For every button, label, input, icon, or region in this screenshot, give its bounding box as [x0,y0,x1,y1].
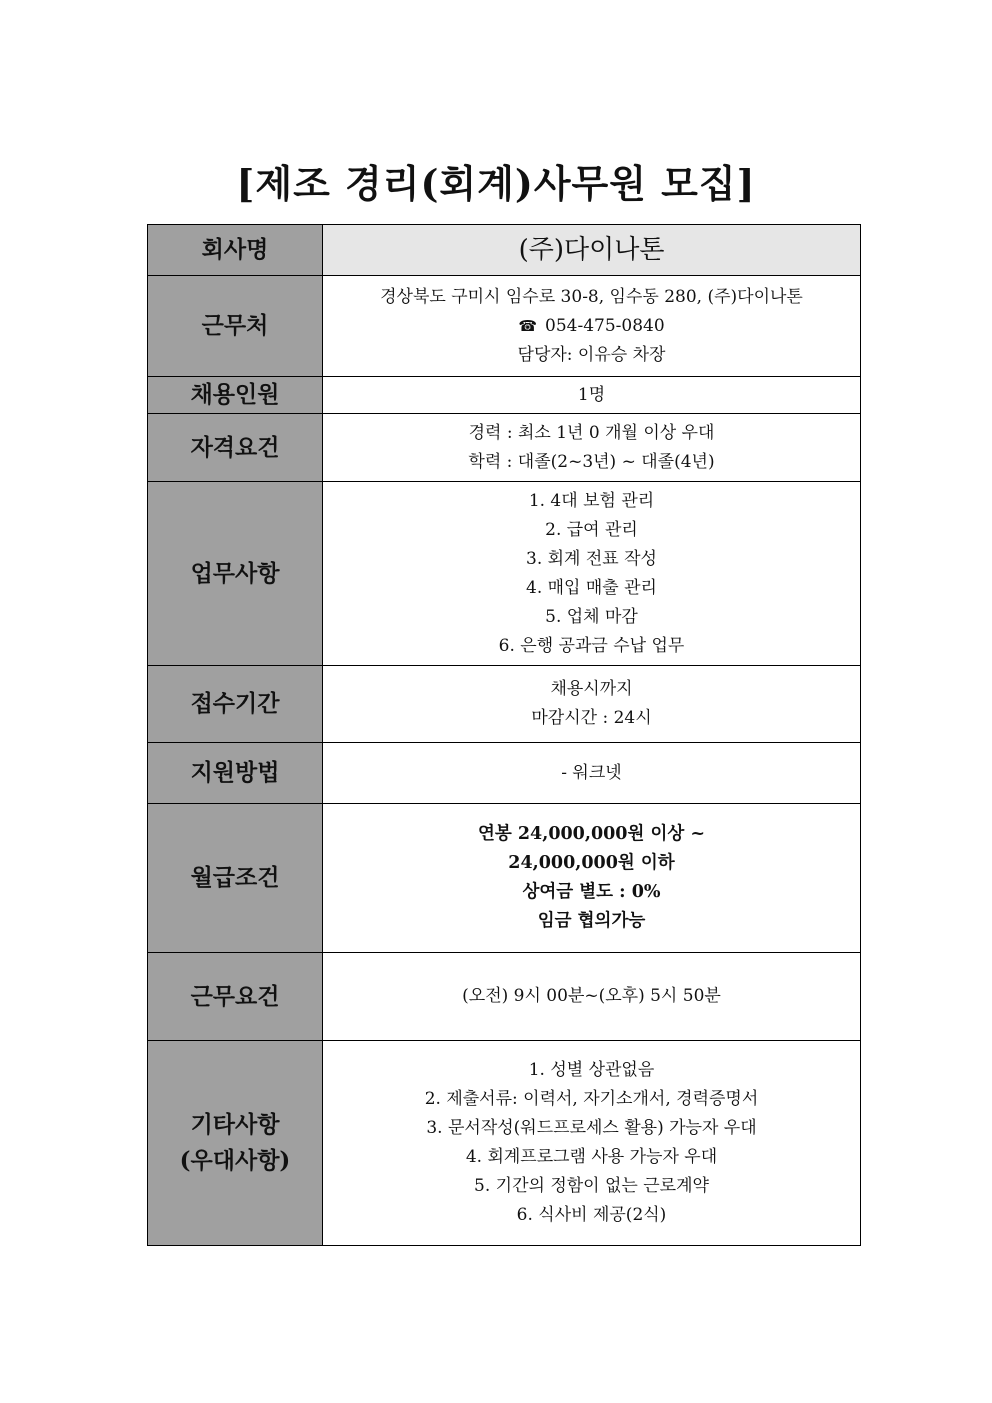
other-item: 6. 식사비 제공(2식) [516,1205,667,1225]
label-other-line1: 기타사항 [190,1111,280,1138]
label-other-line2: (우대사항) [179,1147,291,1174]
row-period [148,666,861,743]
page-title: [제조 경리(회계)사무원 모집] [236,161,756,206]
other-item: 2. 제출서류: 이력서, 자기소개서, 경력증명서 [424,1089,759,1109]
salary-value [323,804,861,953]
salary-line: 상여금 별도 : 0% [522,882,661,902]
label-company: 회사명 [148,225,323,276]
label-method: 지원방법 [148,743,323,804]
other-item: 3. 문서작성(워드프로세스 활용) 가능자 우대 [426,1118,757,1138]
label-salary: 월급조건 [148,804,323,953]
other-list [323,1041,861,1246]
other-item: 4. 회계프로그램 사용 가능자 우대 [465,1147,718,1167]
headcount-value: 1명 [323,377,861,414]
duty-item: 4. 매입 매출 관리 [526,577,657,598]
hours-value: (오전) 9시 00분~(오후) 5시 50분 [323,953,861,1041]
period-deadline: 마감시간 : 24시 [531,708,652,728]
salary-line: 24,000,000원 이하 [508,853,675,873]
salary-line: 임금 협의가능 [537,911,646,931]
row-salary [148,804,861,953]
company-name: (주)다이나톤 [323,225,861,276]
label-other [148,1041,323,1246]
qualification-career: 경력 : 최소 1년 0 개월 이상 우대 [468,422,715,443]
label-period: 접수기간 [148,666,323,743]
row-company [148,225,861,276]
salary-line: 연봉 24,000,000원 이상 ~ [477,824,706,844]
method-value: - 워크넷 [323,743,861,804]
row-qualification [148,414,861,482]
row-other [148,1041,861,1246]
row-method [148,743,861,804]
label-headcount: 채용인원 [148,377,323,414]
workplace-contact: 담당자: 이유승 차장 [517,344,666,365]
label-duties: 업무사항 [148,482,323,666]
duty-item: 6. 은행 공과금 수납 업무 [498,635,685,656]
duty-item: 5. 업체 마감 [545,606,638,627]
period-value [323,666,861,743]
row-workplace [148,276,861,377]
duty-item: 1. 4대 보험 관리 [528,490,655,511]
workplace-phone: 054-475-0840 [545,315,665,336]
row-duties [148,482,861,666]
period-until: 채용시까지 [550,679,633,699]
workplace-value [323,276,861,377]
duties-list [323,482,861,666]
qualification-value [323,414,861,482]
duty-item: 3. 회계 전표 작성 [526,548,657,569]
qualification-education: 학력 : 대졸(2~3년) ~ 대졸(4년) [468,451,715,472]
other-item: 1. 성별 상관없음 [528,1060,655,1080]
duty-item: 2. 급여 관리 [545,519,638,540]
job-posting-table [147,224,861,1246]
other-item: 5. 기간의 정함이 없는 근로계약 [474,1176,709,1196]
workplace-address: 경상북도 구미시 임수로 30-8, 임수동 280, (주)다이나톤 [380,286,803,307]
label-hours: 근무요건 [148,953,323,1041]
phone-icon: ☎ [518,316,538,335]
workplace-phone-line [323,312,860,341]
label-qualification: 자격요건 [148,414,323,482]
label-workplace: 근무처 [148,276,323,377]
row-headcount [148,377,861,414]
row-hours [148,953,861,1041]
